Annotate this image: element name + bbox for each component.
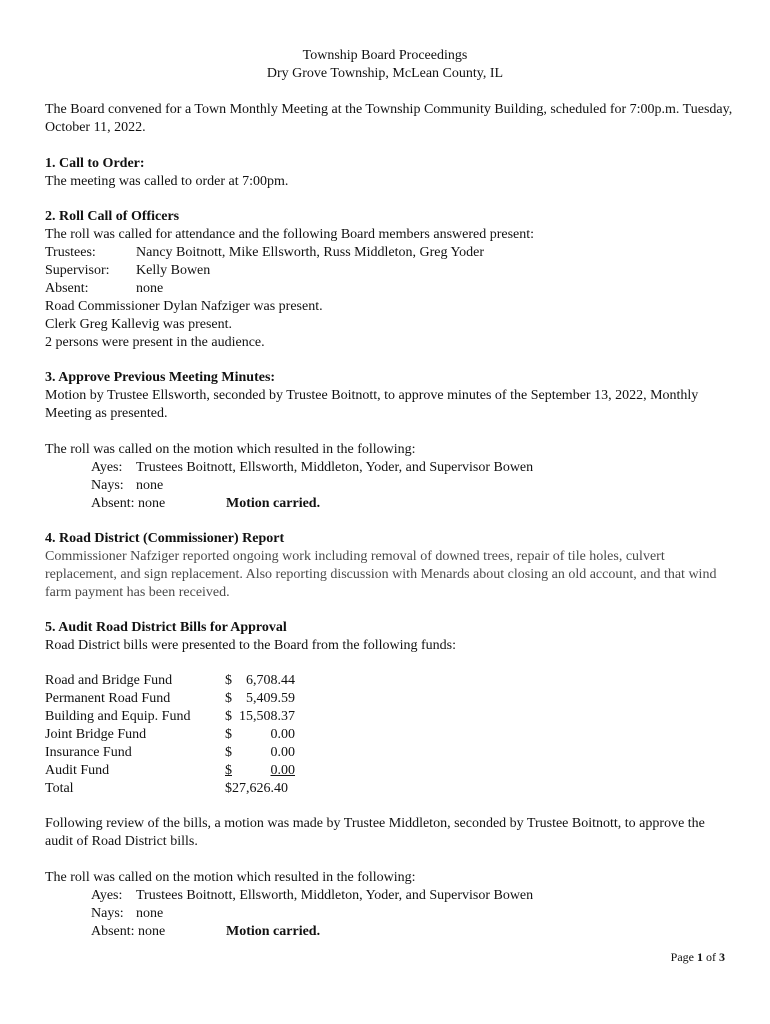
fund-currency: $ bbox=[225, 763, 232, 778]
fund-name: Road and Bridge Fund bbox=[45, 673, 173, 688]
section-roll-call bbox=[45, 208, 735, 352]
section-audit-bills bbox=[45, 619, 735, 655]
total-value: $27,626.40 bbox=[225, 781, 288, 796]
page-number bbox=[671, 948, 725, 966]
page-prefix: Page bbox=[670, 950, 694, 964]
trustees-value: Nancy Boitnott, Mike Ellsworth, Russ Middleton, Greg Yoder bbox=[136, 245, 485, 260]
fund-row bbox=[45, 744, 305, 762]
trustees-label: Trustees: bbox=[45, 245, 96, 260]
supervisor-label: Supervisor: bbox=[45, 263, 110, 278]
ayes-row bbox=[91, 459, 735, 477]
vote-block-bills bbox=[45, 869, 735, 941]
fund-amount: 5,409.59 bbox=[246, 691, 295, 706]
section-heading: 4. Road District (Commissioner) Report bbox=[45, 531, 285, 546]
document-subtitle: Dry Grove Township, McLean County, IL bbox=[266, 66, 504, 81]
section-heading: 2. Roll Call of Officers bbox=[45, 209, 180, 224]
trustees-row bbox=[45, 244, 735, 262]
fund-row bbox=[45, 726, 305, 744]
fund-name: Insurance Fund bbox=[45, 745, 132, 760]
absent-label: Absent: bbox=[45, 281, 89, 296]
total-label: Total bbox=[45, 781, 74, 796]
fund-row bbox=[45, 672, 305, 690]
fund-name: Joint Bridge Fund bbox=[45, 727, 147, 742]
fund-row bbox=[45, 762, 305, 780]
nays-label: Nays: bbox=[91, 478, 124, 493]
fund-name: Permanent Road Fund bbox=[45, 691, 171, 706]
fund-amount: 0.00 bbox=[270, 745, 295, 760]
page-current: 1 bbox=[697, 950, 703, 964]
fund-row bbox=[45, 708, 305, 726]
fund-amount: 0.00 bbox=[270, 763, 295, 778]
fund-row bbox=[45, 690, 305, 708]
audience-line: 2 persons were present in the audience. bbox=[45, 335, 265, 350]
supervisor-value: Kelly Bowen bbox=[136, 263, 211, 278]
fund-amount: 0.00 bbox=[270, 727, 295, 742]
section-text: The meeting was called to order at 7:00pm. bbox=[45, 174, 289, 189]
ayes-label: Ayes: bbox=[91, 888, 123, 903]
absent-text: Absent: none bbox=[91, 924, 166, 939]
ayes-row bbox=[91, 887, 735, 905]
absent-result-row bbox=[91, 495, 735, 513]
review-paragraph: Following review of the bills, a motion was made by Trustee Middleton, seconded by Trustee Boitnott, to approve the audit of Road District bills. bbox=[45, 816, 705, 849]
section-approve-minutes bbox=[45, 369, 735, 423]
absent-result-row bbox=[91, 923, 735, 941]
fund-currency: $ bbox=[225, 745, 232, 760]
fund-amount: 15,508.37 bbox=[239, 709, 295, 724]
page-total: 3 bbox=[719, 950, 725, 964]
absent-text: Absent: none bbox=[91, 496, 166, 511]
nays-row bbox=[91, 477, 735, 495]
funds-table bbox=[45, 672, 305, 798]
fund-currency: $ bbox=[225, 691, 232, 706]
section-heading: 3. Approve Previous Meeting Minutes: bbox=[45, 370, 276, 385]
document-header bbox=[0, 47, 770, 83]
fund-currency: $ bbox=[225, 709, 232, 724]
fund-name: Audit Fund bbox=[45, 763, 110, 778]
roll-call-text: The roll was called on the motion which resulted in the following: bbox=[45, 870, 416, 885]
ayes-value: Trustees Boitnott, Ellsworth, Middleton, Yoder, and Supervisor Bowen bbox=[136, 460, 534, 475]
motion-result: Motion carried. bbox=[226, 496, 321, 511]
ayes-label: Ayes: bbox=[91, 460, 123, 475]
nays-row bbox=[91, 905, 735, 923]
fund-currency: $ bbox=[225, 673, 232, 688]
intro-paragraph: The Board convened for a Town Monthly Meeting at the Township Community Building, scheduled for 7:00p.m. Tuesday, October 11, 2022. bbox=[45, 102, 733, 135]
section-heading: 1. Call to Order: bbox=[45, 156, 145, 171]
section-call-to-order bbox=[45, 155, 735, 191]
absent-value: none bbox=[136, 281, 164, 296]
roll-call-text: The roll was called on the motion which resulted in the following: bbox=[45, 442, 416, 457]
fund-amount: 6,708.44 bbox=[246, 673, 295, 688]
section-text: Road District bills were presented to the Board from the following funds: bbox=[45, 638, 456, 653]
clerk-line: Clerk Greg Kallevig was present. bbox=[45, 317, 232, 332]
ayes-value: Trustees Boitnott, Ellsworth, Middleton, Yoder, and Supervisor Bowen bbox=[136, 888, 534, 903]
document-title: Township Board Proceedings bbox=[302, 48, 468, 63]
absent-row bbox=[45, 280, 735, 298]
vote-block-minutes bbox=[45, 441, 735, 513]
section-text: The roll was called for attendance and the following Board members answered present: bbox=[45, 227, 535, 242]
supervisor-row bbox=[45, 262, 735, 280]
section-text: Motion by Trustee Ellsworth, seconded by Trustee Boitnott, to approve minutes of the September 13, 2022, Monthly Meeting as presented. bbox=[45, 388, 699, 421]
section-text: Commissioner Nafziger reported ongoing work including removal of downed trees, repair of tile holes, culvert replacement, and sign replacement. Also reporting discussion with Menards about closing an old account, and that wind farm payment has been received. bbox=[45, 549, 717, 600]
total-row bbox=[45, 780, 305, 798]
nays-value: none bbox=[136, 906, 164, 921]
commissioner-line: Road Commissioner Dylan Nafziger was present. bbox=[45, 299, 323, 314]
section-road-report bbox=[45, 530, 735, 602]
fund-currency: $ bbox=[225, 727, 232, 742]
nays-label: Nays: bbox=[91, 906, 124, 921]
section-heading: 5. Audit Road District Bills for Approval bbox=[45, 620, 287, 635]
motion-result: Motion carried. bbox=[226, 924, 321, 939]
page-of: of bbox=[706, 950, 716, 964]
fund-name: Building and Equip. Fund bbox=[45, 709, 191, 724]
nays-value: none bbox=[136, 478, 164, 493]
